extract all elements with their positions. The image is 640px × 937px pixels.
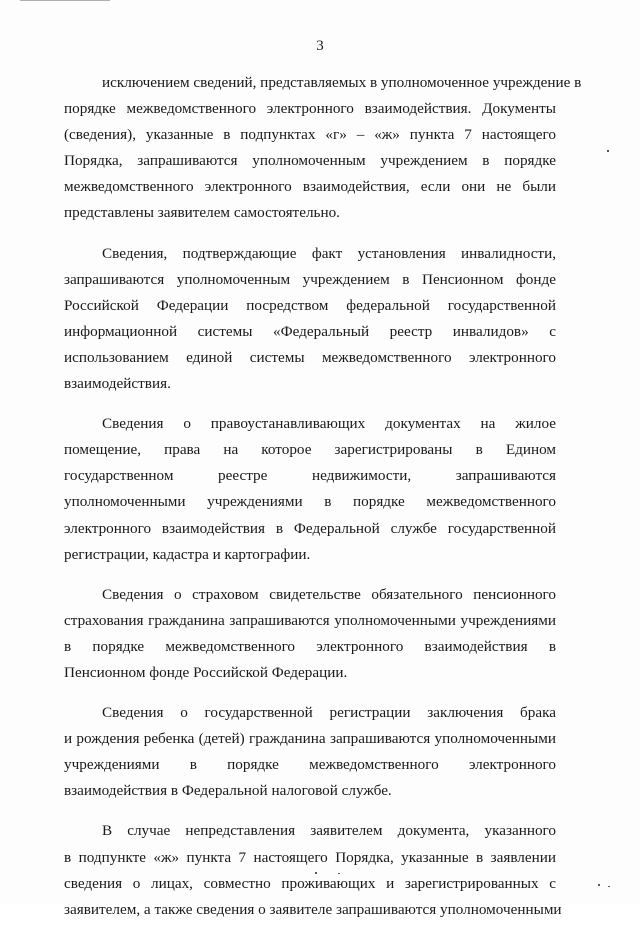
scan-edge-mark [20,0,110,1]
text-line: заявителем, а также сведения о заявителе запрашиваются уполномоченными [64,900,562,918]
text-line: взаимодействия в Федеральной налоговой службе. [64,782,392,800]
paragraph [64,818,562,922]
text-line: В случае непредставления заявителем документа, указанного [102,822,556,840]
scan-speck [598,884,600,886]
text-line: информационной системы «Федеральный реестр инвалидов» с [64,322,556,340]
text-line: страхования гражданина запрашиваются уполномоченными учреждениями [64,611,556,629]
text-line: (сведения), указанные в подпунктах «г» – «ж» пункта 7 настоящего [64,126,556,144]
text-line: Российской Федерации посредством федеральной государственной [64,296,556,314]
text-line: учреждениями в порядке межведомственного электронного [64,756,556,774]
scan-speck [607,150,609,152]
text-line: в порядке межведомственного электронного взаимодействия в [64,637,556,655]
text-line: и рождения ребенка (детей) гражданина запрашиваются уполномоченными [64,730,556,748]
text-line: в подпункте «ж» пункта 7 настоящего Порядка, указанные в заявлении [64,848,556,866]
paragraph [64,411,556,568]
text-line: уполномоченными учреждениями в порядке межведомственного [64,493,556,511]
text-line: Сведения, подтверждающие факт установления инвалидности, [102,244,556,262]
text-line: взаимодействия. [64,375,171,393]
text-line: представлены заявителем самостоятельно. [64,204,340,222]
text-line: Сведения о государственной регистрации заключения брака [102,704,556,722]
text-line: порядке межведомственного электронного взаимодействия. Документы [64,100,556,118]
text-line: государственном реестре недвижимости, запрашиваются [64,467,556,485]
text-line: Порядка, запрашиваются уполномоченным учреждением в порядке [64,152,556,170]
text-line: электронного взаимодействия в Федеральной службе государственной [64,519,556,537]
text-line: помещение, права на которое зарегистрированы в Едином [64,441,556,459]
text-line: Сведения о правоустанавливающих документах на жилое [102,415,556,433]
scan-speck [608,886,610,887]
paragraph [64,582,556,686]
document-body [64,70,582,937]
text-line: запрашиваются уполномоченным учреждением в Пенсионном фонде [64,270,556,288]
text-line: Пенсионном фонде Российской Федерации. [64,663,348,681]
scan-speck [315,872,317,874]
paragraph [64,70,582,227]
paragraph [64,700,556,804]
page-number: 3 [316,38,324,54]
paragraph [64,241,556,398]
scan-speck [338,873,340,874]
text-line: использованием единой системы межведомственного электронного [64,348,556,366]
text-line: регистрации, кадастра и картографии. [64,545,311,563]
text-line: межведомственного электронного взаимодействия, если они не были [64,178,556,196]
text-line: Сведения о страховом свидетельстве обязательного пенсионного [102,585,556,603]
text-line: исключением сведений, представляемых в уполномоченное учреждение в [102,74,582,91]
text-line: сведения о лицах, совместно проживающих и зарегистрированных с [64,874,556,892]
